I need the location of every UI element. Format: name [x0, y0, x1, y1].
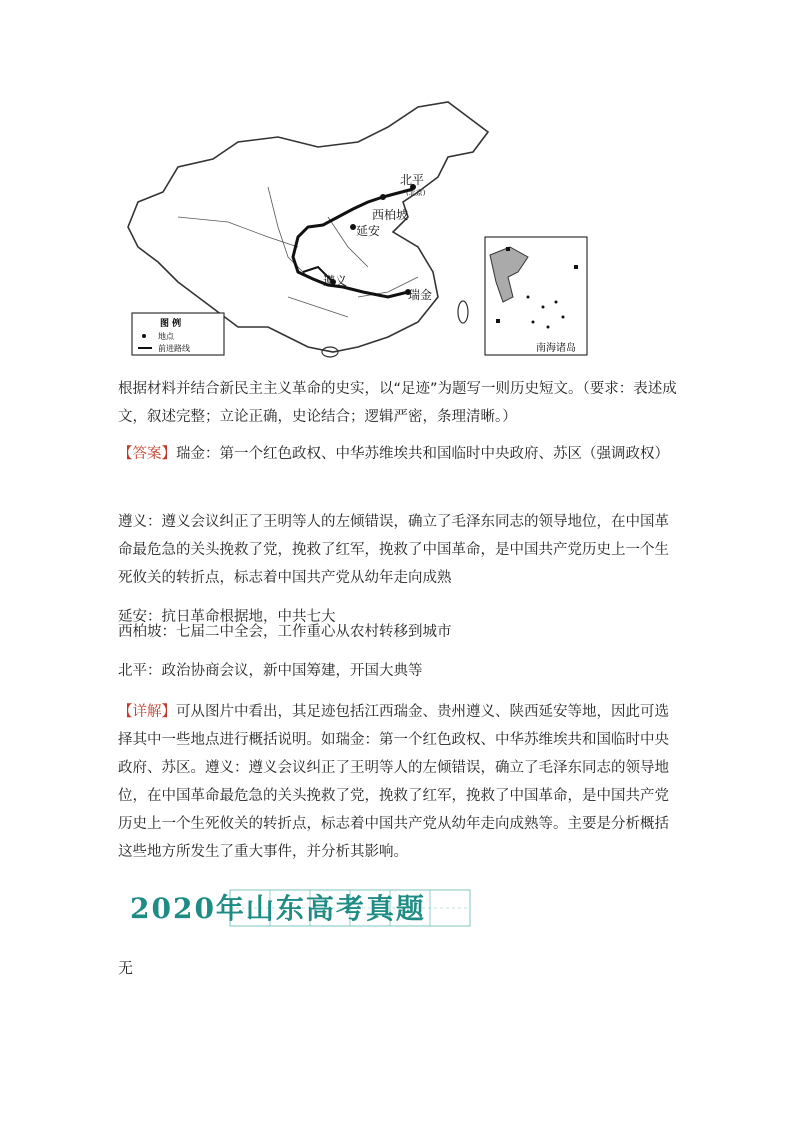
label-ruijin: 瑞金	[408, 288, 433, 302]
map-legend	[132, 313, 224, 355]
section-banner-text: 2020年山东高考真题	[130, 892, 426, 925]
detail-tag: 【详解】	[118, 704, 176, 720]
legend-route: 前进路线	[158, 344, 190, 353]
answer-beiping: 北平：政治协商会议，新中国筹建，开国大典等	[118, 663, 423, 679]
label-yanan: 延安	[356, 224, 381, 238]
legend-point: 地点	[158, 332, 174, 341]
place-dot-xibaipo	[380, 194, 386, 200]
answer-xibaipo: 西柏坡：七届二中全会，工作重心从农村转移到城市	[118, 624, 452, 640]
section-body: 无	[118, 959, 134, 977]
answer-ruijin-text: 瑞金：第一个红色政权、中华苏维埃共和国临时中央政府、苏区（强调政权）	[176, 446, 669, 462]
inset-label: 南海诸岛	[536, 343, 576, 354]
detail-block	[118, 698, 678, 866]
route-map	[118, 97, 590, 359]
section-banner	[130, 888, 475, 928]
answer-yanan: 延安：抗日革命根据地，中共七大	[118, 609, 336, 625]
march-route	[293, 189, 413, 297]
label-beiping: 北平	[400, 173, 425, 187]
south-china-sea-inset	[485, 237, 587, 355]
answer-tag: 【答案】	[118, 446, 176, 462]
answer-zunyi: 遵义：遵义会议纠正了王明等人的左倾错误，确立了毛泽东同志的领导地位，在中国革命最危急的关头挽救了党，挽救了红军，挽救了中国革命，是中国共产党历史上一个生死攸关的转折点，标志着中国共产党从幼年走向成熟	[118, 514, 669, 586]
label-beiping-sub: (北京)	[406, 189, 426, 197]
legend-title: 图 例	[160, 319, 182, 329]
answer-ruijin	[118, 440, 678, 468]
detail-text: 可从图片中看出，其足迹包括江西瑞金、贵州遵义、陕西延安等地，因此可选择其中一些地点进行概括说明。如瑞金：第一个红色政权、中华苏维埃共和国临时中央政府、苏区。遵义：遵义会议纠正了王明等人的左倾错误，确立了毛泽东同志的领导地位，在中国革命最危急的关头挽救了党，挽救了红军，挽救了中国革命，是中国共产党历史上一个生死攸关的转折点，标志着中国共产党从幼年走向成熟等。主要是分析概括这些地方所发生了重大事件，并分析其影响。	[118, 704, 669, 860]
label-zunyi: 遵义	[323, 274, 348, 288]
label-xibaipo: 西柏坡	[372, 208, 409, 222]
question-text: 根据材料并结合新民主主义革命的史实，以“足迹”为题写一则历史短文。（要求：表述成文，叙述完整；立论正确，史论结合；逻辑严密，条理清晰。）	[118, 381, 677, 425]
taiwan-island	[458, 301, 468, 323]
